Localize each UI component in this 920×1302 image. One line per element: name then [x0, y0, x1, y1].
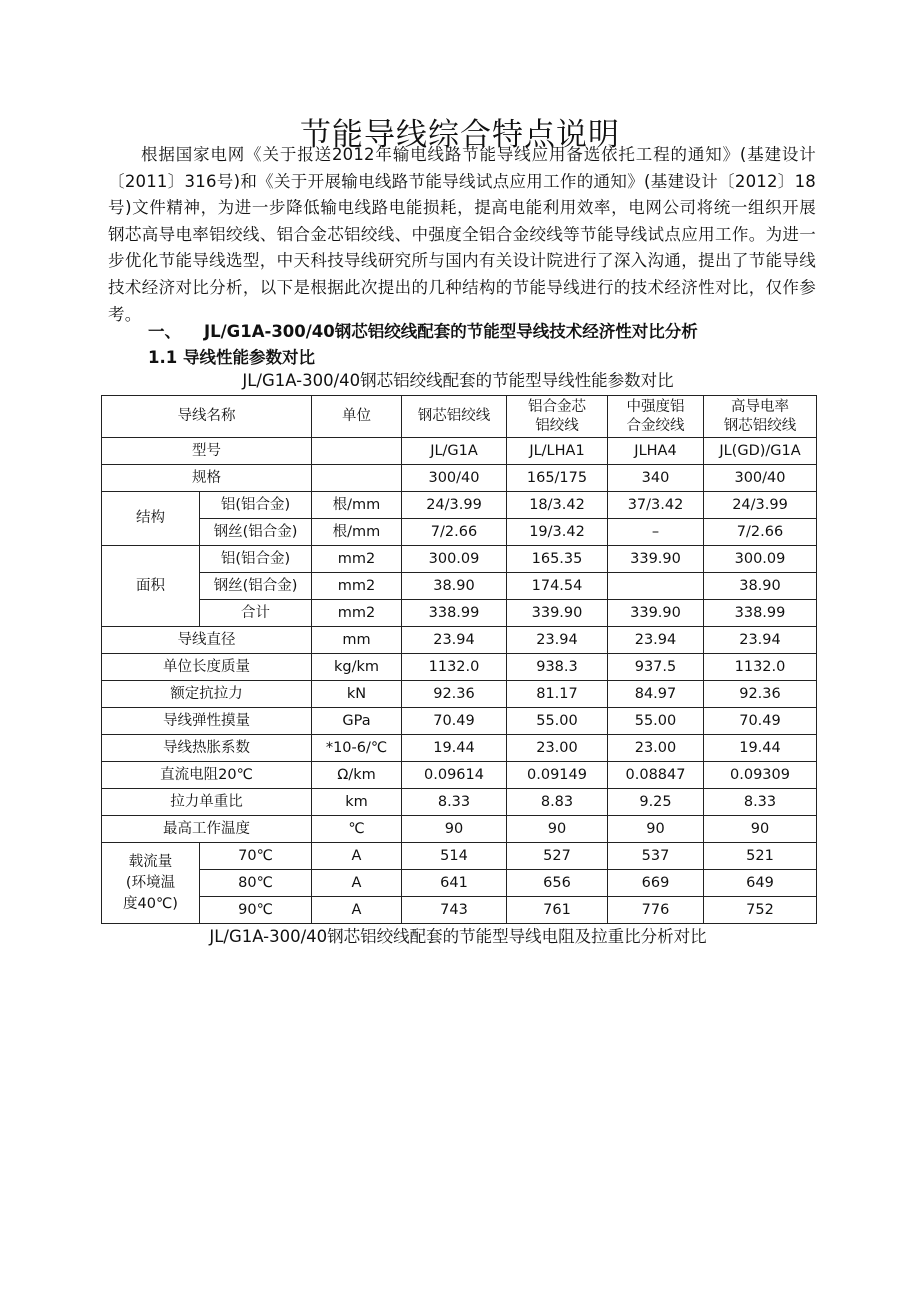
cell: 165/175: [507, 465, 608, 492]
row-unit: [312, 465, 402, 492]
row-unit: *10-6/℃: [312, 735, 402, 762]
table-row-modulus: [102, 708, 817, 735]
cell: 300.09: [402, 546, 507, 573]
row-unit: mm2: [312, 546, 402, 573]
row-label: 90℃: [200, 897, 312, 924]
header-col-4: 高导电率 钢芯铝绞线: [704, 396, 817, 438]
header-unit: 单位: [312, 396, 402, 438]
cell: 55.00: [608, 708, 704, 735]
row-label: 导线直径: [102, 627, 312, 654]
intro-paragraph: 根据国家电网《关于报送2012年输电线路节能导线应用备选依托工程的通知》(基建设计〔2011〕316号)和《关于开展输电线路节能导线试点应用工作的通知》(基建设计〔2012〕18号)文件精神，为进一步降低输电线路电能损耗，提高电能利用效率，电网公司将统一组织开展钢芯高导电率铝绞线、铝合金芯铝绞线、中强度全铝合金绞线等节能导线试点应用工作。为进一步优化节能导线选型，中天科技导线研究所与国内有关设计院进行了深入沟通，提出了节能导线技术经济对比分析，以下是根据此次提出的几种结构的节能导线进行的技术经济性对比，仅作参考。: [108, 145, 816, 324]
table-row-structure-al: [102, 492, 817, 519]
row-label: 直流电阻20℃: [102, 762, 312, 789]
parameter-table: [101, 395, 817, 924]
row-label: 额定抗拉力: [102, 681, 312, 708]
cell: 55.00: [507, 708, 608, 735]
cell: 0.09149: [507, 762, 608, 789]
cell: 938.3: [507, 654, 608, 681]
row-unit: mm2: [312, 600, 402, 627]
row-unit: mm2: [312, 573, 402, 600]
cell: 90: [704, 816, 817, 843]
cell: 9.25: [608, 789, 704, 816]
row-unit: km: [312, 789, 402, 816]
row-label: 合计: [200, 600, 312, 627]
table-row-area-total: [102, 600, 817, 627]
cell: 19.44: [402, 735, 507, 762]
row-unit: 根/mm: [312, 519, 402, 546]
cell: 0.09309: [704, 762, 817, 789]
footer-caption: JL/G1A-300/40钢芯铝绞线配套的节能型导线电阻及拉重比分析对比: [209, 927, 707, 946]
row-unit: A: [312, 897, 402, 924]
row-label: 导线热胀系数: [102, 735, 312, 762]
cell: JL(GD)/G1A: [704, 438, 817, 465]
cell: 70.49: [402, 708, 507, 735]
row-label: 铝(铝合金): [200, 546, 312, 573]
cell: 90: [608, 816, 704, 843]
table-row-model: [102, 438, 817, 465]
cell: 339.90: [608, 600, 704, 627]
cell: 19/3.42: [507, 519, 608, 546]
cell: 300/40: [402, 465, 507, 492]
table-row-diameter: [102, 627, 817, 654]
cell: 656: [507, 870, 608, 897]
row-label: 铝(铝合金): [200, 492, 312, 519]
cell: 937.5: [608, 654, 704, 681]
row-label: 80℃: [200, 870, 312, 897]
cell: 23.94: [608, 627, 704, 654]
cell: 743: [402, 897, 507, 924]
cell: JL/LHA1: [507, 438, 608, 465]
table-header-row: [102, 396, 817, 438]
cell: 90: [507, 816, 608, 843]
cell: 338.99: [402, 600, 507, 627]
cell: 90: [402, 816, 507, 843]
cell: JL/G1A: [402, 438, 507, 465]
row-unit: Ω/km: [312, 762, 402, 789]
cell: 37/3.42: [608, 492, 704, 519]
cell: 23.94: [507, 627, 608, 654]
cell: 174.54: [507, 573, 608, 600]
row-label: 最高工作温度: [102, 816, 312, 843]
section-heading: [148, 319, 848, 345]
cell: 8.33: [402, 789, 507, 816]
cell: 776: [608, 897, 704, 924]
cell: 669: [608, 870, 704, 897]
cell: 649: [704, 870, 817, 897]
cell: JLHA4: [608, 438, 704, 465]
cell: 340: [608, 465, 704, 492]
row-label: 70℃: [200, 843, 312, 870]
cell: 23.94: [402, 627, 507, 654]
cell: 752: [704, 897, 817, 924]
cell: 761: [507, 897, 608, 924]
header-col-1: 钢芯铝绞线: [402, 396, 507, 438]
group-label-structure: 结构: [102, 492, 200, 546]
section-title: JL/G1A-300/40钢芯铝绞线配套的节能型导线技术经济性对比分析: [204, 322, 698, 341]
table-row-expansion: [102, 735, 817, 762]
page-title: 节能导线综合特点说明: [300, 116, 620, 153]
table-row-max-temp: [102, 816, 817, 843]
cell: 24/3.99: [704, 492, 817, 519]
group-label-capacity: 载流量 (环境温 度40℃): [102, 843, 200, 924]
row-label: 型号: [102, 438, 312, 465]
group-label-area: 面积: [102, 546, 200, 627]
table-caption: JL/G1A-300/40钢芯铝绞线配套的节能型导线性能参数对比: [242, 371, 674, 390]
cell: 1132.0: [402, 654, 507, 681]
cell: 7/2.66: [402, 519, 507, 546]
cell: 0.09614: [402, 762, 507, 789]
cell: 18/3.42: [507, 492, 608, 519]
row-unit: [312, 438, 402, 465]
cell: 19.44: [704, 735, 817, 762]
row-label: 规格: [102, 465, 312, 492]
section-number: 一、: [148, 322, 181, 341]
cell: 7/2.66: [704, 519, 817, 546]
cell: 339.90: [608, 546, 704, 573]
row-label: 导线弹性摸量: [102, 708, 312, 735]
cell: 338.99: [704, 600, 817, 627]
cell: 0.08847: [608, 762, 704, 789]
cell: 70.49: [704, 708, 817, 735]
table-row-structure-steel: [102, 519, 817, 546]
row-label: 单位长度质量: [102, 654, 312, 681]
cell: 92.36: [704, 681, 817, 708]
cell: 84.97: [608, 681, 704, 708]
row-unit: 根/mm: [312, 492, 402, 519]
row-unit: ℃: [312, 816, 402, 843]
cell: 38.90: [704, 573, 817, 600]
header-name: 导线名称: [102, 396, 312, 438]
table-row-tensile: [102, 681, 817, 708]
cell: 23.00: [507, 735, 608, 762]
table-row-capacity-90: [102, 897, 817, 924]
cell: 8.83: [507, 789, 608, 816]
row-label: 钢丝(铝合金): [200, 519, 312, 546]
cell: 24/3.99: [402, 492, 507, 519]
cell: –: [608, 519, 704, 546]
table-row-area-steel: [102, 573, 817, 600]
subsection-heading: 1.1 导线性能参数对比: [148, 348, 315, 367]
header-col-2: 铝合金芯 铝绞线: [507, 396, 608, 438]
row-label: 钢丝(铝合金): [200, 573, 312, 600]
cell: [608, 573, 704, 600]
cell: 339.90: [507, 600, 608, 627]
row-label: 拉力单重比: [102, 789, 312, 816]
table-row-ratio: [102, 789, 817, 816]
cell: 537: [608, 843, 704, 870]
table-row-capacity-80: [102, 870, 817, 897]
row-unit: A: [312, 843, 402, 870]
table-row-spec: [102, 465, 817, 492]
cell: 165.35: [507, 546, 608, 573]
cell: 300/40: [704, 465, 817, 492]
row-unit: A: [312, 870, 402, 897]
cell: 641: [402, 870, 507, 897]
cell: 92.36: [402, 681, 507, 708]
cell: 81.17: [507, 681, 608, 708]
cell: 521: [704, 843, 817, 870]
row-unit: kg/km: [312, 654, 402, 681]
row-unit: GPa: [312, 708, 402, 735]
cell: 23.00: [608, 735, 704, 762]
row-unit: kN: [312, 681, 402, 708]
cell: 527: [507, 843, 608, 870]
table-row-area-al: [102, 546, 817, 573]
header-col-3: 中强度铝 合金绞线: [608, 396, 704, 438]
cell: 38.90: [402, 573, 507, 600]
row-unit: mm: [312, 627, 402, 654]
cell: 514: [402, 843, 507, 870]
table-row-resistance: [102, 762, 817, 789]
cell: 8.33: [704, 789, 817, 816]
table-row-capacity-70: [102, 843, 817, 870]
cell: 300.09: [704, 546, 817, 573]
cell: 23.94: [704, 627, 817, 654]
cell: 1132.0: [704, 654, 817, 681]
table-row-mass: [102, 654, 817, 681]
